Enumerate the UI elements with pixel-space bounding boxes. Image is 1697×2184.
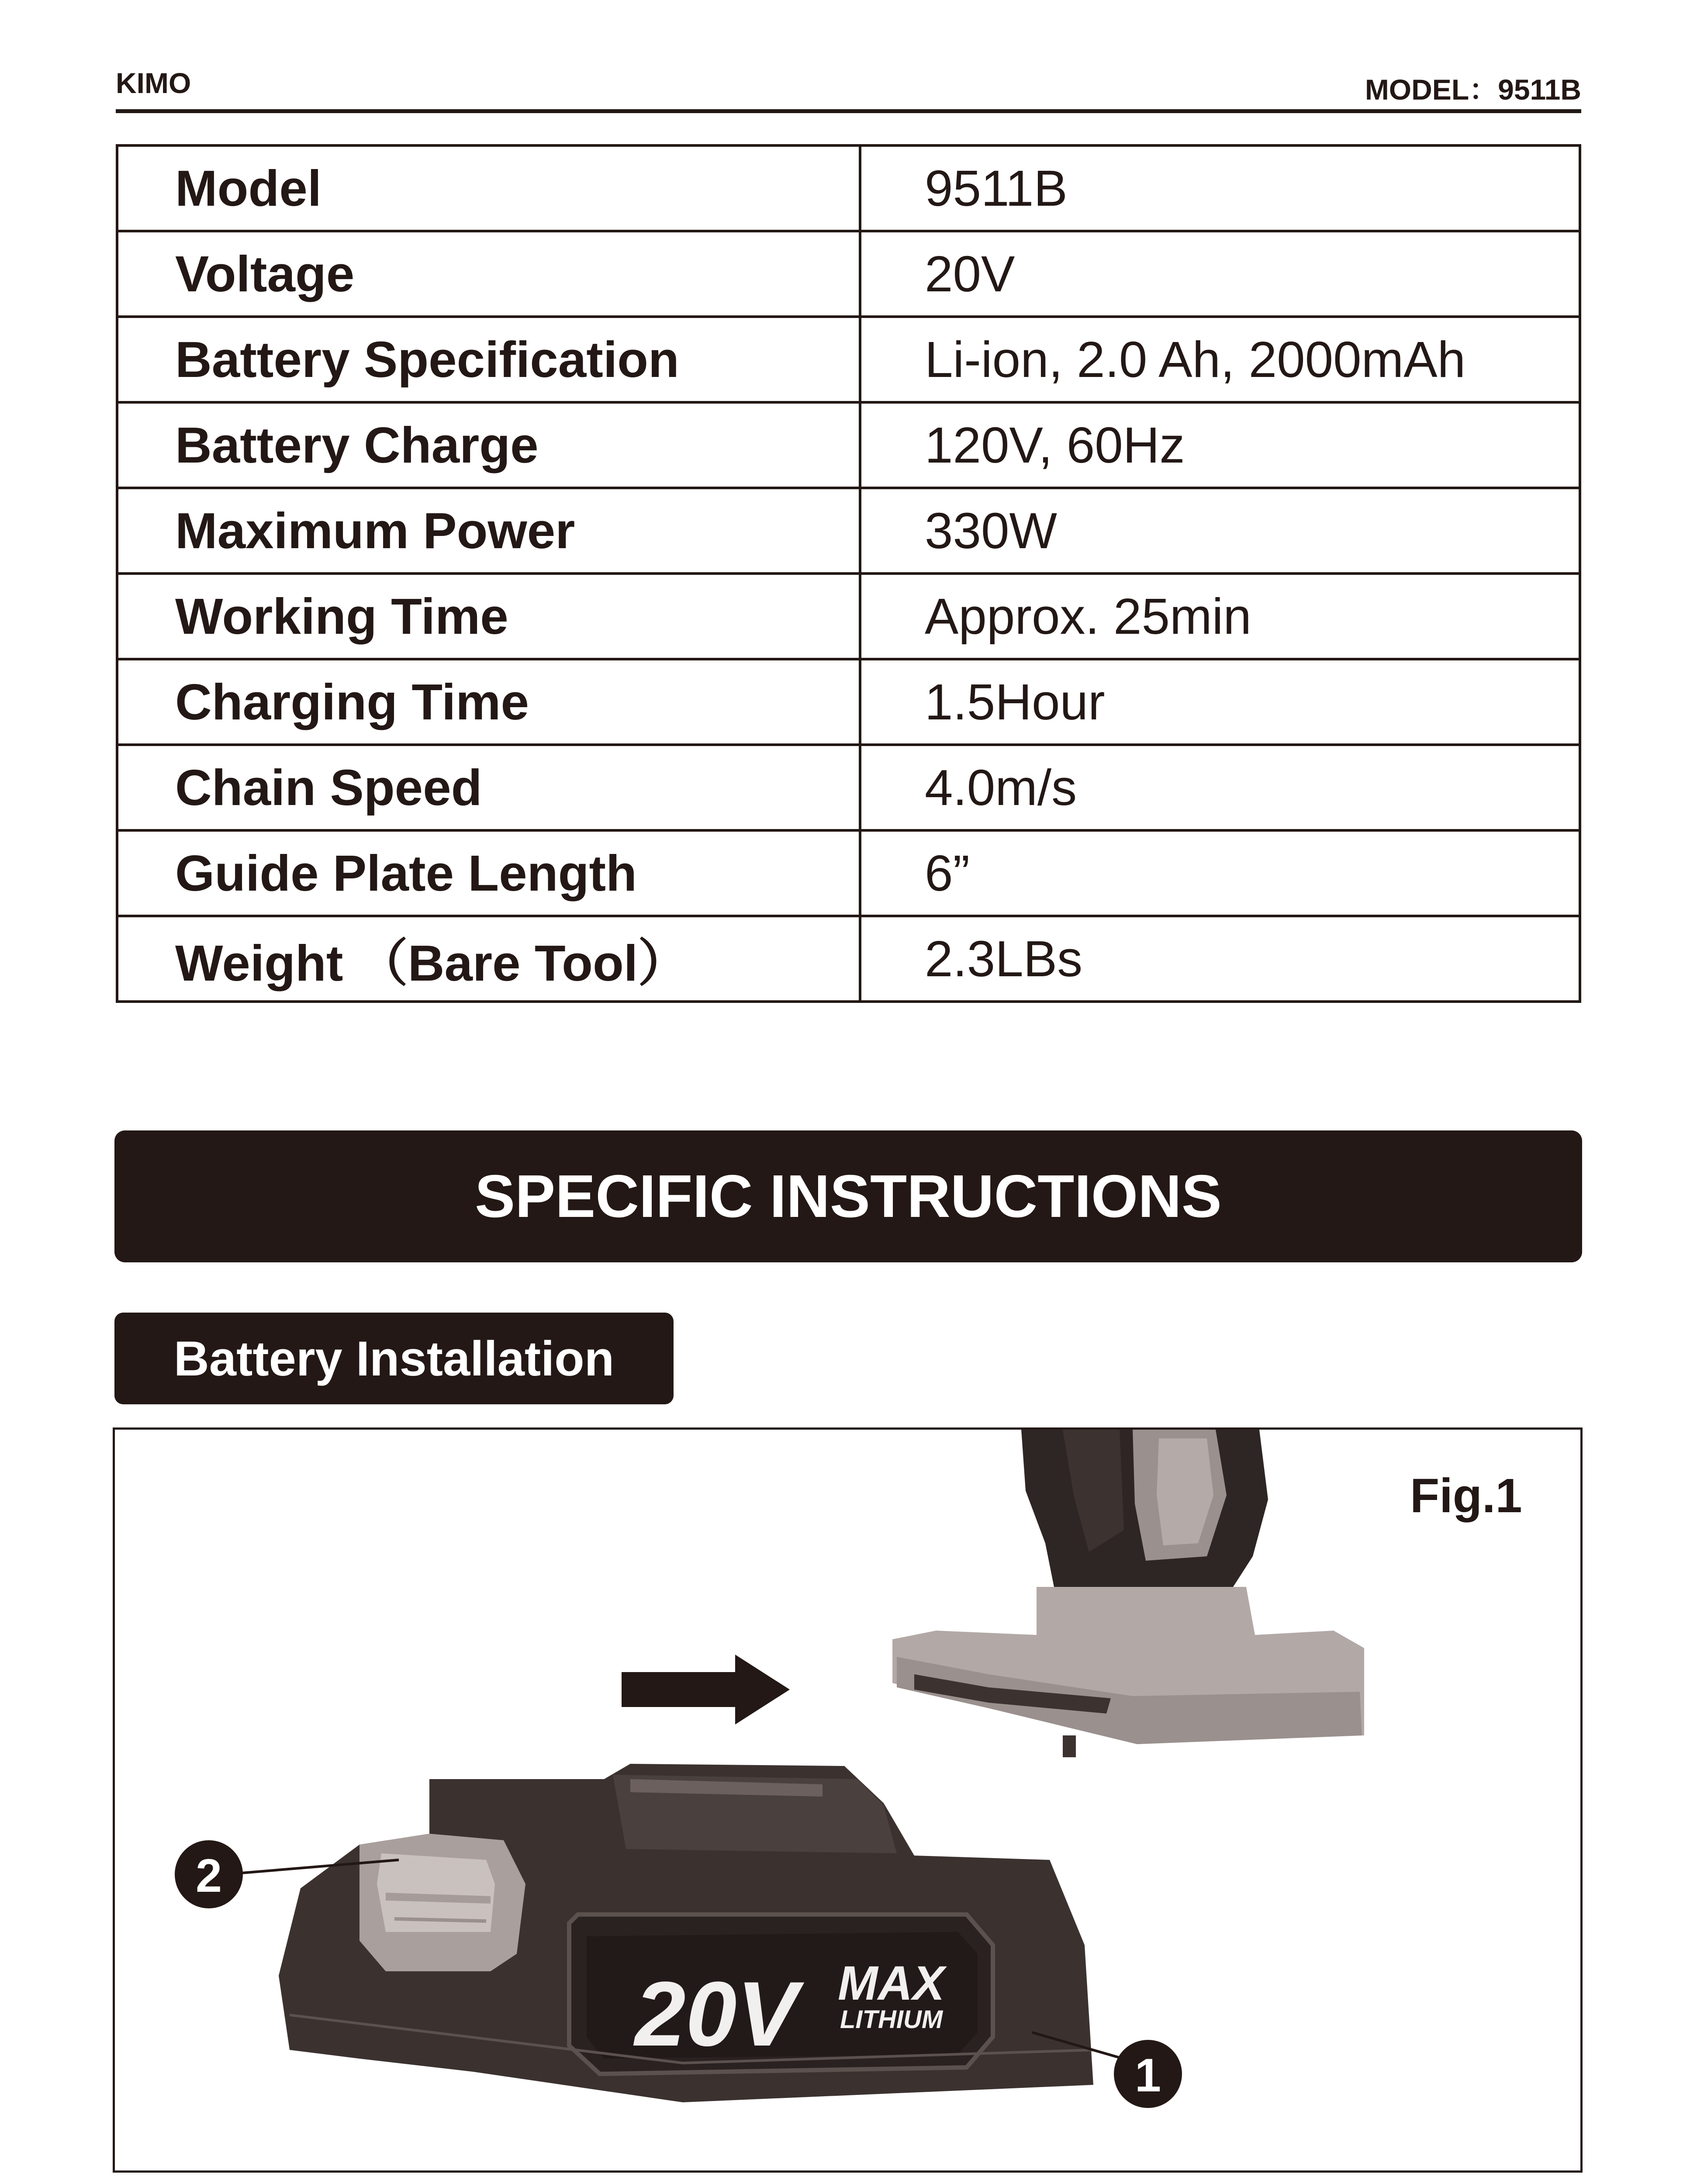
tool-body	[892, 1430, 1364, 1757]
spec-value: Li-ion, 2.0 Ah, 2000mAh	[860, 317, 1580, 402]
spec-value: 20V	[860, 231, 1580, 317]
battery-max-text: MAX	[838, 1956, 945, 2010]
model-header: MODEL：9511B	[1365, 73, 1581, 106]
spec-value: Approx. 25min	[860, 574, 1580, 659]
figure-battery-installation	[113, 1427, 1583, 2173]
spec-label: Chain Speed	[117, 745, 860, 830]
table-row	[117, 317, 1580, 402]
table-row	[117, 488, 1580, 574]
spec-label: Weight （Bare Tool）	[117, 916, 860, 1002]
figure-illustration	[115, 1430, 1580, 2170]
spec-value: 6”	[860, 830, 1580, 916]
spec-value: 1.5Hour	[860, 659, 1580, 745]
table-row	[117, 574, 1580, 659]
spec-label: Battery Charge	[117, 402, 860, 488]
subsection-title: Battery Installation	[114, 1313, 674, 1404]
spec-label: Guide Plate Length	[117, 830, 860, 916]
spec-label: Battery Specification	[117, 317, 860, 402]
spec-value: 9511B	[860, 145, 1580, 231]
brand-name: KIMO	[116, 67, 191, 99]
battery-lithium-text: LITHIUM	[840, 2005, 943, 2034]
table-row	[117, 659, 1580, 745]
page-header	[116, 61, 1581, 113]
battery-voltage-text: 20V	[635, 1963, 798, 2065]
spec-value: 120V, 60Hz	[860, 402, 1580, 488]
table-row	[117, 231, 1580, 317]
table-row	[117, 145, 1580, 231]
spec-value: 4.0m/s	[860, 745, 1580, 830]
table-row	[117, 745, 1580, 830]
spec-table	[116, 144, 1581, 1003]
insert-arrow-icon	[622, 1655, 790, 1724]
section-title: SPECIFIC INSTRUCTIONS	[114, 1130, 1582, 1262]
callout-2-number: 2	[195, 1849, 222, 1902]
table-row	[117, 830, 1580, 916]
table-row	[117, 402, 1580, 488]
spec-label: Model	[117, 145, 860, 231]
spec-label: Working Time	[117, 574, 860, 659]
callout-1-number: 1	[1134, 2049, 1161, 2101]
figure-label: Fig.1	[1410, 1469, 1522, 1523]
spec-value: 330W	[860, 488, 1580, 574]
spec-label: Voltage	[117, 231, 860, 317]
spec-label: Maximum Power	[117, 488, 860, 574]
spec-value: 2.3LBs	[860, 916, 1580, 1002]
table-row	[117, 916, 1580, 1002]
spec-label: Charging Time	[117, 659, 860, 745]
